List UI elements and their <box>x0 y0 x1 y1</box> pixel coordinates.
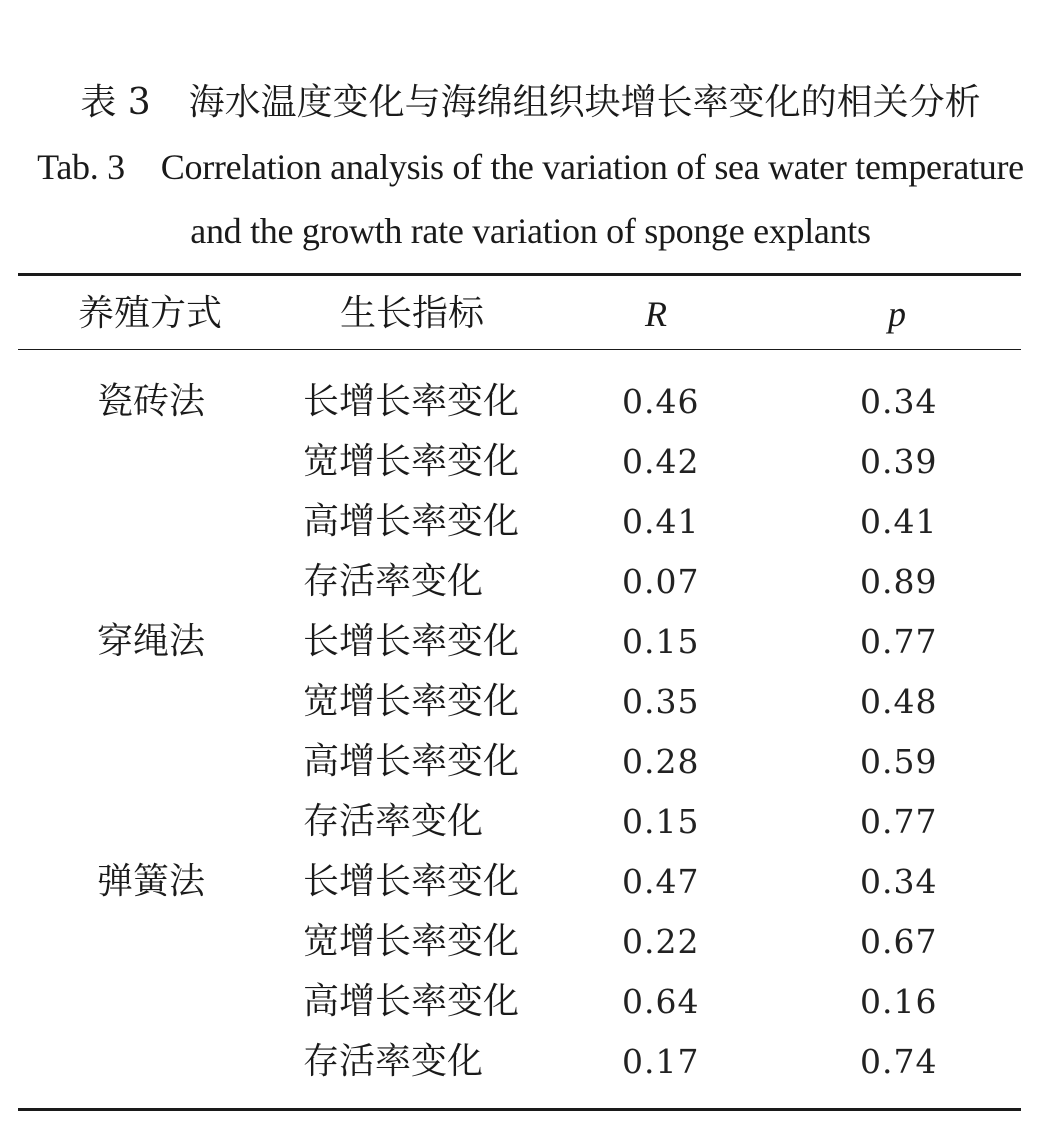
caption-cn-title: 海水温度变化与海绵组织块增长率变化的相关分析 <box>188 82 981 123</box>
cell-method: 弹簧法 <box>97 861 206 902</box>
cell-indicator: 存活率变化 <box>303 801 484 842</box>
caption-english-line2: and the growth rate variation of sponge explants <box>190 211 871 251</box>
cell-indicator: 高增长率变化 <box>303 501 520 542</box>
cell-p-value: 0.89 <box>860 562 938 601</box>
cell-p-value: 0.16 <box>860 982 938 1021</box>
cell-method: 瓷砖法 <box>97 381 206 422</box>
cell-indicator: 宽增长率变化 <box>303 441 520 482</box>
caption-cn-label: 表 3 <box>80 82 151 123</box>
cell-indicator: 长增长率变化 <box>303 861 520 902</box>
cell-p-value: 0.39 <box>860 442 938 481</box>
cell-indicator: 存活率变化 <box>303 1041 484 1082</box>
header-indicator: 生长指标 <box>340 293 485 334</box>
caption-en-title-line1: Correlation analysis of the variation of sea water temperature <box>160 147 1024 187</box>
cell-p-value: 0.59 <box>860 742 938 781</box>
cell-indicator: 高增长率变化 <box>303 741 520 782</box>
table-bottom-rule <box>18 1108 1021 1111</box>
cell-indicator: 存活率变化 <box>303 561 484 602</box>
cell-r-value: 0.15 <box>622 622 700 661</box>
cell-p-value: 0.77 <box>860 802 938 841</box>
caption-en-label: Tab. 3 <box>37 147 125 187</box>
cell-p-value: 0.34 <box>860 382 938 421</box>
cell-r-value: 0.47 <box>622 862 700 901</box>
caption-chinese <box>0 78 1061 128</box>
cell-r-value: 0.22 <box>622 922 700 961</box>
cell-p-value: 0.74 <box>860 1042 938 1081</box>
cell-r-value: 0.17 <box>622 1042 700 1081</box>
table-header-rule <box>18 349 1021 350</box>
table-top-rule <box>18 273 1021 276</box>
cell-r-value: 0.15 <box>622 802 700 841</box>
cell-indicator: 宽增长率变化 <box>303 921 520 962</box>
cell-r-value: 0.46 <box>622 382 700 421</box>
cell-r-value: 0.64 <box>622 982 700 1021</box>
cell-r-value: 0.42 <box>622 442 700 481</box>
caption-english-line1 <box>20 142 1041 192</box>
cell-indicator: 高增长率变化 <box>303 981 520 1022</box>
cell-p-value: 0.34 <box>860 862 938 901</box>
header-p: p <box>888 294 906 334</box>
cell-p-value: 0.77 <box>860 622 938 661</box>
cell-p-value: 0.67 <box>860 922 938 961</box>
cell-indicator: 宽增长率变化 <box>303 681 520 722</box>
cell-r-value: 0.35 <box>622 682 700 721</box>
header-r: R <box>645 294 667 334</box>
cell-r-value: 0.07 <box>622 562 700 601</box>
cell-indicator: 长增长率变化 <box>303 621 520 662</box>
cell-r-value: 0.28 <box>622 742 700 781</box>
cell-indicator: 长增长率变化 <box>303 381 520 422</box>
header-method: 养殖方式 <box>78 293 223 334</box>
cell-r-value: 0.41 <box>622 502 700 541</box>
cell-p-value: 0.48 <box>860 682 938 721</box>
cell-p-value: 0.41 <box>860 502 938 541</box>
cell-method: 穿绳法 <box>97 621 206 662</box>
